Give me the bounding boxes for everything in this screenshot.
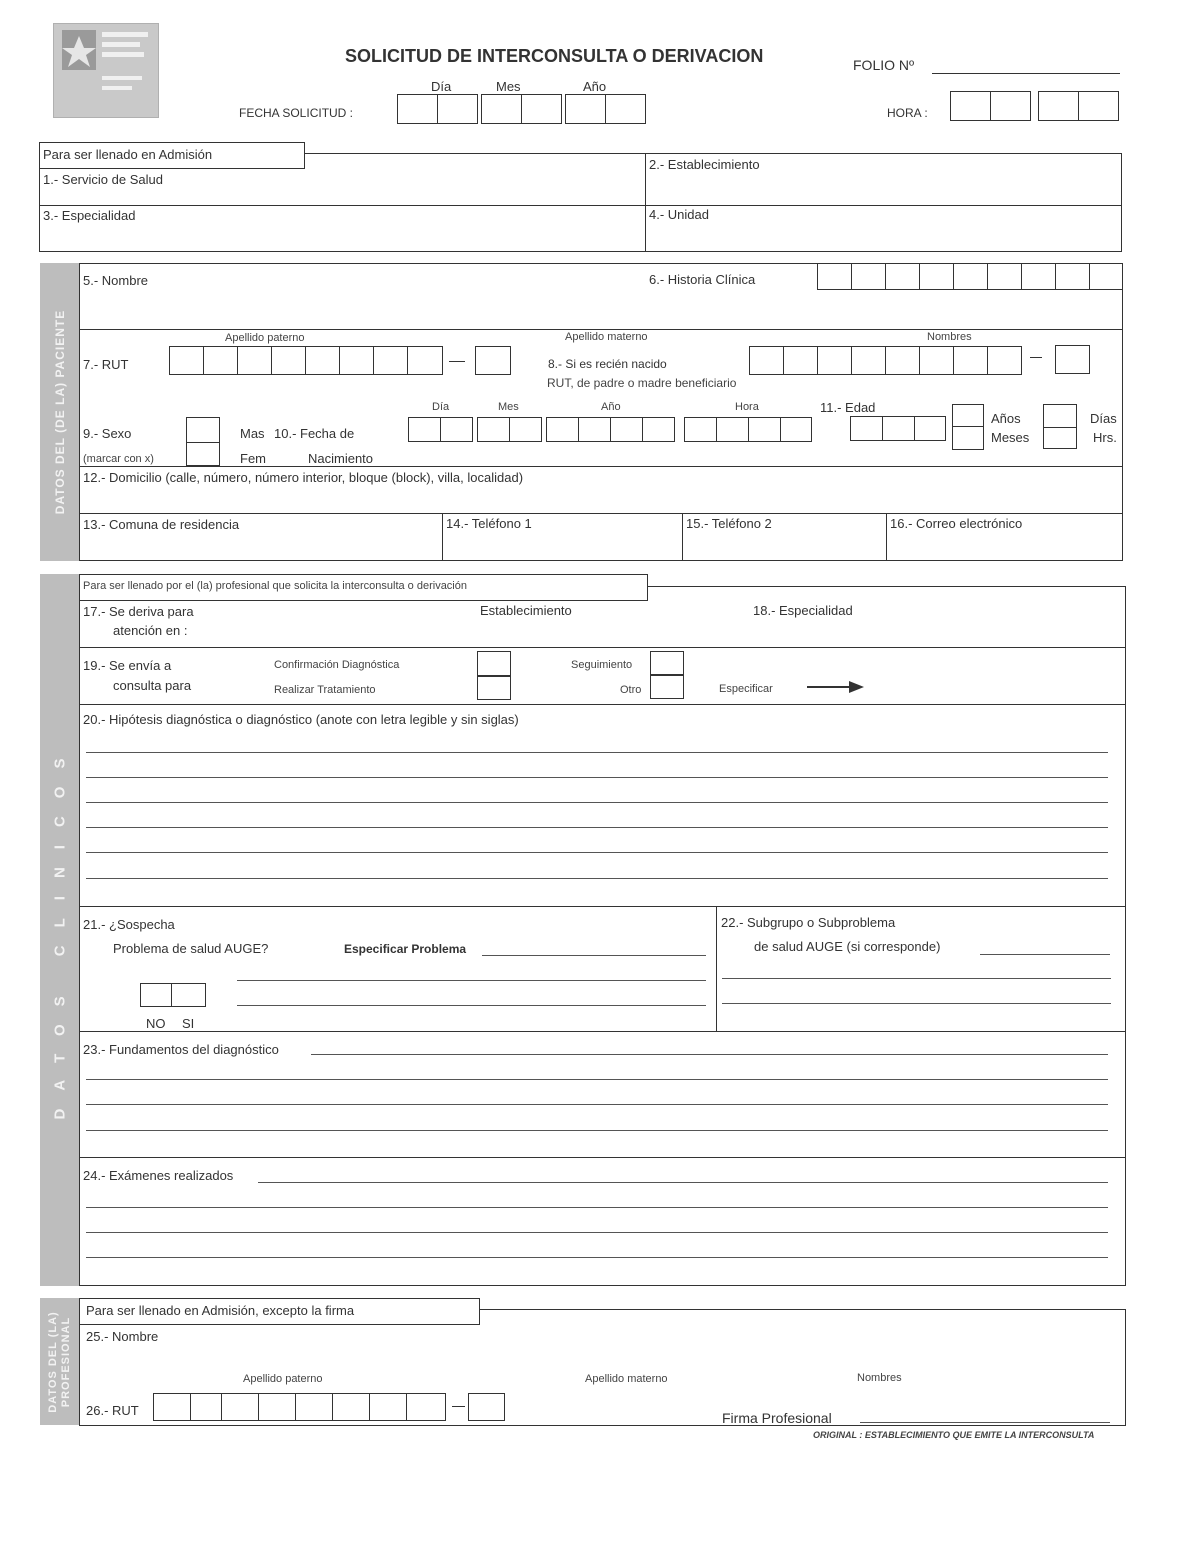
nac-hora-label: Hora: [735, 401, 759, 413]
subgrupo-auge-label: de salud AUGE (si corresponde): [754, 939, 941, 954]
prof-apellido-materno-label: Apellido materno: [585, 1373, 668, 1385]
rut-padre-dv-box[interactable]: [1055, 345, 1090, 374]
arrow-right-icon: [807, 680, 865, 694]
auge-line-2[interactable]: [237, 1005, 706, 1006]
prof-rut-dv-box[interactable]: [468, 1393, 505, 1421]
historia-clinica-label: 6.- Historia Clínica: [649, 272, 756, 287]
paciente-nombre-field[interactable]: 5.- Nombre: [83, 273, 149, 288]
fecha-nacimiento-boxes[interactable]: [408, 417, 812, 442]
hipotesis-lines[interactable]: [86, 740, 1110, 890]
hora-label: HORA :: [887, 106, 928, 120]
especificar-problema-label: Especificar Problema: [344, 942, 467, 956]
deriva-especialidad-field[interactable]: 18.- Especialidad: [753, 603, 853, 618]
subgrupo-line-1[interactable]: [980, 954, 1110, 955]
prof-apellido-paterno-label: Apellido paterno: [243, 1373, 323, 1385]
profesional-side-band: DATOS DEL (LA) PROFESIONAL: [40, 1298, 80, 1425]
masculino-label: Mas: [240, 426, 265, 441]
correo-field[interactable]: 16.- Correo electrónico: [890, 516, 1023, 531]
nac-mes-label: Mes: [498, 401, 519, 413]
sexo-femenino-box[interactable]: [186, 442, 220, 466]
auge-no-checkbox[interactable]: [140, 983, 172, 1007]
historia-clinica-boxes[interactable]: [817, 263, 1123, 290]
fundamentos-label: 23.- Fundamentos del diagnóstico: [83, 1042, 279, 1057]
dias-label: Días: [1090, 411, 1117, 426]
especificar-problema-line[interactable]: [482, 955, 706, 956]
clinico-tab-label: Para ser llenado por el (la) profesional que solicita la interconsulta o derivación: [83, 580, 467, 592]
telefono1-field[interactable]: 14.- Teléfono 1: [446, 516, 532, 531]
hrs-label: Hrs.: [1093, 430, 1117, 445]
rut-padre-boxes[interactable]: [749, 346, 1023, 375]
subgrupo-label: 22.- Subgrupo o Subproblema: [721, 915, 896, 930]
nac-dia-label: Día: [432, 401, 450, 413]
subgrupo-line-2[interactable]: [722, 978, 1111, 979]
comuna-field[interactable]: 13.- Comuna de residencia: [83, 517, 240, 532]
especificar-label: Especificar: [719, 683, 773, 695]
clinico-side-band: DATOS CLINICOS: [40, 574, 80, 1286]
especialidad-field[interactable]: 3.- Especialidad: [43, 208, 136, 223]
fecha-ano-label: Año: [583, 79, 607, 94]
rut-padre-label: RUT, de padre o madre beneficiario: [547, 376, 737, 390]
sexo-label: 9.- Sexo: [83, 426, 132, 441]
hipotesis-label: 20.- Hipótesis diagnóstica o diagnóstico (anote con letra legible y sin siglas): [83, 712, 519, 727]
folio-label: FOLIO Nº: [853, 57, 915, 73]
nac-ano-label: Año: [601, 401, 621, 413]
hora-boxes[interactable]: [950, 91, 1120, 121]
domicilio-field[interactable]: 12.- Domicilio (calle, número, número interior, bloque (block), villa, localidad): [83, 470, 524, 485]
otro-label: Otro: [620, 684, 642, 696]
se-envia-label: 19.- Se envía a: [83, 658, 172, 673]
problema-auge-label: Problema de salud AUGE?: [113, 941, 269, 956]
consulta-para-label: consulta para: [113, 678, 192, 693]
fecha-nacimiento-label: 10.- Fecha de: [274, 426, 355, 441]
fecha-solicitud-boxes[interactable]: [397, 94, 647, 124]
servicio-salud-field[interactable]: 1.- Servicio de Salud: [43, 172, 163, 187]
prof-rut-label: 26.- RUT: [86, 1403, 139, 1418]
edad-anos-box[interactable]: [952, 404, 984, 427]
deriva-para-label: 17.- Se deriva para: [83, 604, 194, 619]
seguimiento-checkbox[interactable]: [650, 651, 684, 675]
edad-meses-box[interactable]: [952, 426, 984, 450]
edad-hrs-box[interactable]: [1043, 427, 1077, 449]
tratamiento-checkbox[interactable]: [477, 676, 511, 700]
subgrupo-line-3[interactable]: [722, 1003, 1111, 1004]
confirmacion-checkbox[interactable]: [477, 651, 511, 676]
examenes-lines[interactable]: [86, 1170, 1110, 1270]
apellido-paterno-label: Apellido paterno: [225, 332, 305, 344]
original-footer: ORIGINAL : ESTABLECIMIENTO QUE EMITE LA INTERCONSULTA: [813, 1430, 1095, 1440]
atencion-en-label: atención en :: [113, 623, 188, 638]
form-title: SOLICITUD DE INTERCONSULTA O DERIVACION: [345, 46, 764, 66]
nombres-label: Nombres: [927, 331, 972, 343]
unidad-field[interactable]: 4.- Unidad: [649, 207, 709, 222]
otro-checkbox[interactable]: [650, 675, 684, 699]
edad-boxes[interactable]: [850, 416, 946, 441]
fecha-solicitud-label: FECHA SOLICITUD :: [239, 106, 354, 120]
auge-si-label: SI: [182, 1016, 195, 1031]
sexo-masculino-box[interactable]: [186, 417, 220, 443]
auge-line-1[interactable]: [237, 980, 706, 981]
prof-rut-boxes[interactable]: [153, 1393, 448, 1421]
firma-profesional-label: Firma Profesional: [722, 1410, 832, 1426]
profesional-tab-label: Para ser llenado en Admisión, excepto la firma: [86, 1303, 355, 1318]
meses-label: Meses: [991, 430, 1030, 445]
rut-boxes[interactable]: [169, 346, 444, 375]
firma-line[interactable]: [860, 1422, 1110, 1423]
fecha-dia-label: Día: [431, 79, 452, 94]
paciente-side-band: DATOS DEL (DE LA) PACIENTE: [40, 263, 80, 561]
folio-line[interactable]: [932, 73, 1120, 74]
admision-tab-label: Para ser llenado en Admisión: [43, 147, 213, 162]
marcar-con-x-label: (marcar con x): [83, 453, 154, 465]
rut-dv-box[interactable]: [475, 346, 511, 375]
examenes-label: 24.- Exámenes realizados: [83, 1168, 234, 1183]
profesional-nombre-field[interactable]: 25.- Nombre: [86, 1329, 159, 1344]
auge-no-label: NO: [146, 1016, 166, 1031]
recien-nacido-label: 8.- Si es recién nacido: [548, 357, 667, 371]
tratamiento-label: Realizar Tratamiento: [274, 684, 376, 696]
femenino-label: Fem: [240, 451, 266, 466]
deriva-establecimiento-field[interactable]: Establecimiento: [480, 603, 572, 618]
fecha-mes-label: Mes: [496, 79, 521, 94]
edad-label: 11.- Edad: [820, 400, 876, 415]
prof-nombres-label: Nombres: [857, 1372, 902, 1384]
fundamentos-lines[interactable]: [86, 1040, 1110, 1150]
nacimiento-label: Nacimiento: [308, 451, 374, 466]
rut-label: 7.- RUT: [83, 357, 129, 372]
edad-dias-box[interactable]: [1043, 404, 1077, 428]
confirmacion-label: Confirmación Diagnóstica: [274, 659, 400, 671]
telefono2-field[interactable]: 15.- Teléfono 2: [686, 516, 772, 531]
establecimiento-field[interactable]: 2.- Establecimiento: [649, 157, 760, 172]
apellido-materno-label: Apellido materno: [565, 331, 648, 343]
anos-label: Años: [991, 411, 1021, 426]
ministry-logo-icon: [53, 23, 159, 118]
seguimiento-label: Seguimiento: [571, 659, 633, 671]
auge-si-checkbox[interactable]: [171, 983, 206, 1007]
sospecha-label: 21.- ¿Sospecha: [83, 917, 175, 932]
